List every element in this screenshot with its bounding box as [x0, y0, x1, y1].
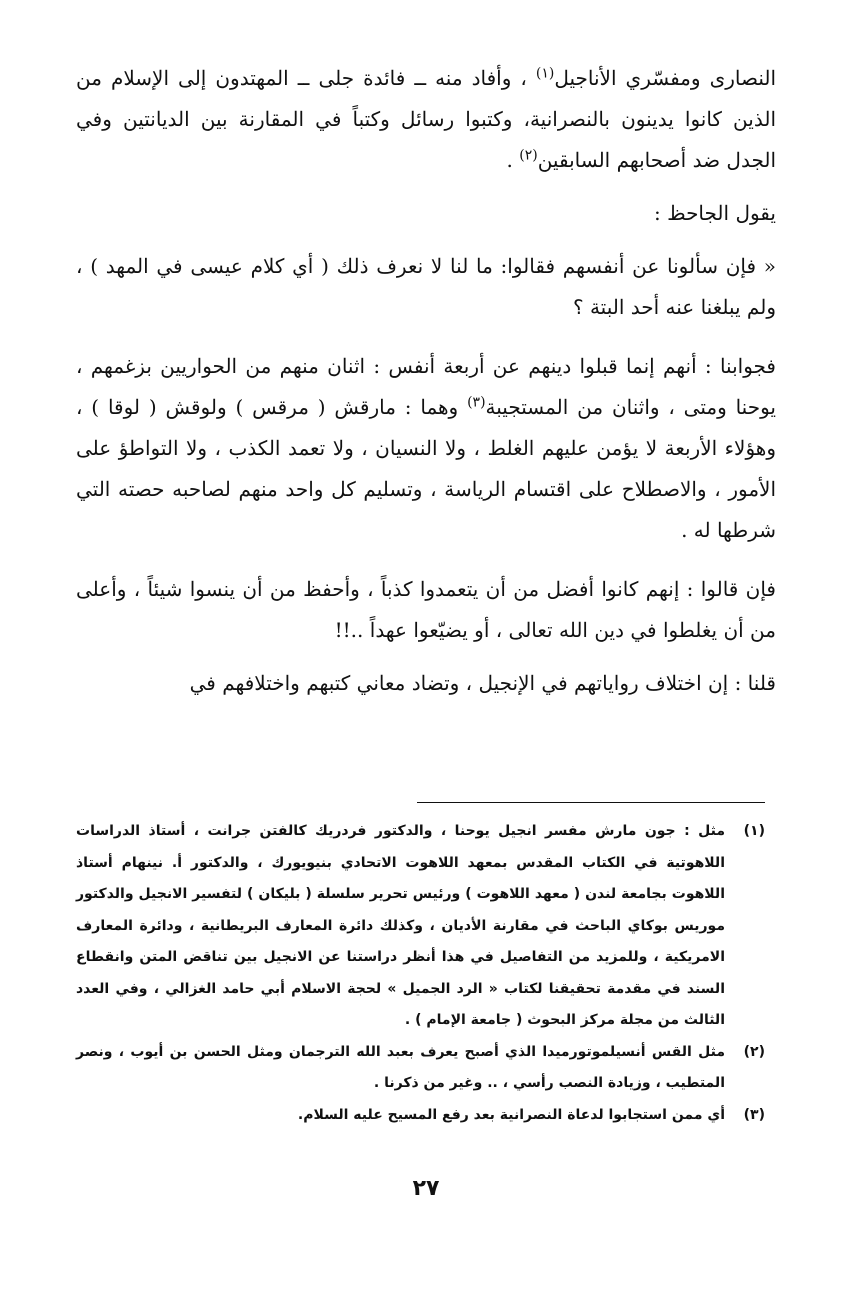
footnote-number: (١)	[743, 823, 765, 839]
footnote-text: مثل القس أنسيلموتورميدا الذي أصبح يعرف بعبد الله الترجمان ومثل الحسن بن أيوب ، ونصر المتطيب ، وزيادة النصب رأسي ، .. وغير من ذكرنا .	[76, 1043, 725, 1091]
intro-text-continued: ، وأفاد منه ــ فائدة جلى ــ المهتدون إلى الإسلام من الذين كانوا يدينون بالنصرانية، وكتبوا رسائل وكتباً في المقارنة بين الديانتين وفي الجدل ضد أصحابهم السابقين	[76, 66, 776, 172]
footnote-separator	[417, 802, 765, 803]
paragraph-objection: فإن قالوا : إنهم كانوا أفضل من أن يتعمدوا كذباً ، وأحفظ من أن ينسوا شيئاً ، وأعلى من أن يغلطوا في دين الله تعالى ، أو يضيّعوا عهداً ..!!	[76, 577, 776, 642]
footnote-number: (٣)	[743, 1106, 765, 1123]
footnote-text: مثل : جون مارش مفسر انجيل يوحنا ، والدكتور فردريك كالفتن جرانت ، أستاذ الدراسات اللاهوتية في الكتاب المقدس بمعهد اللاهوت الاتحادي بنيويورك ، والدكتور أ. نينهام أستاذ اللاهوت بجامعة لندن ( معهد اللاهوت ) ورئيس تحرير سلسلة ( بليكان ) لتفسير الانجيل والدكتور موريس بوكاي الباحث في مقارنة الأديان ، وكذلك دائرة المعارف البريطانية ، ودائرة المعارف الامريكية ، وللمزيد من التفاصيل في هذا أنظر دراستنا عن الانجيل بين تناقض المتن وانقطاع السند في مقدمة تحقيقنا لكتاب « الرد الجميل » لحجة الاسلام أبي حامد الغزالي ، وفي العدد الثالث من مجلة مركز البحوث ( جامعة الإمام ) .	[76, 823, 725, 1028]
footnote-3	[76, 1100, 765, 1132]
footnote-ref-1[interactable]: (١)	[535, 65, 555, 82]
intro-text-end: .	[506, 148, 513, 172]
paragraph-answer	[76, 346, 776, 551]
footnote-ref-2[interactable]: (٢)	[519, 147, 538, 164]
footnote-number: (٢)	[743, 1043, 765, 1060]
paragraph-intro	[76, 58, 776, 181]
footnote-ref-3[interactable]: (٣)	[467, 394, 486, 411]
paragraph-reply: قلنا : إن اختلاف رواياتهم في الإنجيل ، وتضاد معاني كتبهم واختلافهم في	[189, 671, 776, 695]
answer-text-continued: وهما : مارقش ( مرقس ) ولوقش ( لوقا ) ، وهؤلاء الأربعة لا يؤمن عليهم الغلط ، ولا النسيان ، ولا تعمد الكذب ، ولا التواطؤ على الأمور ، والاصطلاح على اقتسام الرياسة ، وتسليم كل واحد منهم لصاحبه حصته التي شرطها له .	[76, 395, 776, 542]
answer-text: فجوابنا : أنهم إنما قبلوا دينهم عن أربعة أنفس : اثنان منهم من الحواريين بزغمهم ، يوحنا ومتى ، واثنان من المستجيبة	[76, 354, 776, 419]
footnotes-section	[76, 816, 765, 1131]
footnote-text: أي ممن استجابوا لدعاة النصرانية بعد رفع المسيح عليه السلام.	[297, 1106, 725, 1123]
footnote-2	[76, 1037, 765, 1100]
footnote-1	[76, 816, 765, 1037]
section-heading: يقول الجاحظ :	[653, 201, 776, 225]
intro-text: النصارى ومفسّري الأناجيل	[554, 66, 777, 90]
page-number: ٢٧	[412, 1176, 440, 1201]
paragraph-quote: « فإن سألونا عن أنفسهم فقالوا: ما لنا لا نعرف ذلك ( أي كلام عيسى في المهد ) ، ولم يبلغنا عنه أحد البتة ؟	[76, 254, 776, 319]
